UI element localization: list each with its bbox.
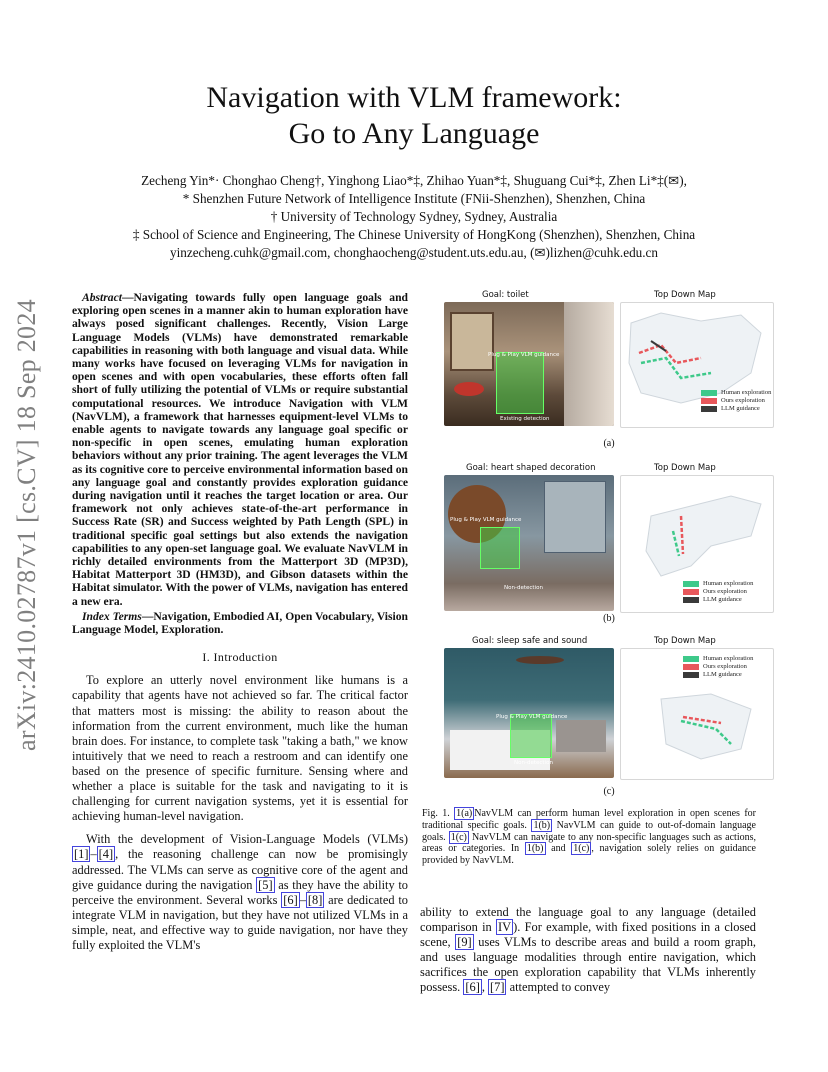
citation-link[interactable]: [5] — [258, 877, 273, 892]
citation-link[interactable]: [8] — [307, 892, 323, 907]
figure-panel-a — [444, 290, 774, 455]
emails: yinzecheng.cuhk@gmail.com, chonghaocheng@student.uts.edu.au, (✉)lizhen@cuhk.edu.cn — [169, 245, 659, 260]
affiliation-3: ‡ School of Science and Engineering, The Chinese University of HongKong (Shenzhen), Shenzhen, China — [132, 227, 696, 242]
goal-label: Goal: heart shaped decoration — [466, 463, 596, 473]
section-heading: I. Introduction — [202, 650, 278, 665]
section-link[interactable]: IV — [498, 920, 512, 935]
citation-link[interactable]: [4] — [98, 847, 114, 862]
subfigure-label: (c) — [603, 786, 615, 797]
affiliation-2: † University of Technology Sydney, Sydney, Australia — [270, 209, 558, 224]
vlm-guidance-box — [510, 714, 552, 758]
scene-photo: Plug & Play VLM guidance Non-detection — [444, 475, 614, 611]
figure-caption: Fig. 1. 1(a) NavVLM can perform human level exploration in open scenes for traditional specific goals. 1(b) NavVLM can guide to out-of-domain language goals. 1(c) NavVLM can navigate to any non-specific languages such as actions, areas or categories. In 1(b) and 1(c) , navigation solely relies on guidance provided by NavVLM. — [422, 808, 757, 867]
vlm-guidance-box — [496, 352, 544, 414]
left-column — [72, 291, 408, 953]
goal-label: Goal: sleep safe and sound — [472, 636, 588, 646]
figure-panel-b — [444, 463, 774, 628]
subfigure-label: (b) — [603, 613, 615, 624]
scene-photo: Plug & Play VLM guidance Existing detection — [444, 302, 614, 426]
top-down-map — [620, 648, 774, 780]
top-down-map — [620, 302, 774, 428]
vlm-guidance-box — [480, 527, 520, 569]
scene-photo: Plug & Play VLM guidance Non-detection — [444, 648, 614, 778]
map-title: Top Down Map — [654, 636, 716, 646]
goal-label: Goal: toilet — [482, 290, 529, 300]
figure-link[interactable]: 1(b) — [526, 843, 544, 855]
paper-title: Navigation with VLM framework: Go to Any Language — [206, 81, 622, 150]
map-title: Top Down Map — [654, 463, 716, 473]
intro-paragraph-2: With the development of Vision-Language Models (VLMs) [1] – [4] , the reasoning challenge can now be promisingly addressed. The VLMs can serve as cognitive core of the agent and give guidance during the navigation [5] as they have the ability to perceive the environment. Several works [6] – [8] are dedicated to integrate VLM in navigation, but they have not utilized VLMs in a simple, neat, and effective way to guide navigation, nor have they fully exploited the VLM's — [72, 832, 409, 952]
affiliation-1: * Shenzhen Future Network of Intelligence Institute (FNii-Shenzhen), Shenzhen, China — [182, 191, 646, 206]
map-legend: Human exploration Ours exploration LLM guidance — [683, 580, 753, 604]
top-down-map — [620, 475, 774, 613]
citation-link[interactable]: [6] — [465, 980, 480, 995]
arxiv-identifier: arXiv:2410.02787v1 [cs.CV] 18 Sep 2024 — [12, 299, 41, 751]
author-block — [60, 172, 768, 262]
citation-link[interactable]: [6] — [283, 892, 298, 907]
map-drawing — [621, 649, 773, 779]
figure-link[interactable]: 1(b) — [533, 819, 551, 831]
figure-link[interactable]: 1(c) — [573, 843, 590, 855]
figure-link[interactable]: 1(c) — [450, 831, 467, 843]
intro-paragraph-1: To explore an utterly novel environment like humans is a capability that agents have not achieved so far. The critical factor that matters most is missing: the ability to reason about the information from the current environment, much like the human brain does. For instance, to complete task "taking a bath," we know intuitively that we need to reach a restroom and can identify one based on the presence of specific furniture. Sensing where and whether a place is suitable for the task and navigating to it is challenging for current navigation systems, yet it is essential for achieving human-level navigation. — [72, 673, 408, 824]
map-legend: Human exploration Ours exploration LLM guidance — [701, 389, 771, 413]
right-column: ability to extend the language goal to any language (detailed comparison in IV ). For example, with fixed positions in a closed scene, [9] uses VLMs to describe areas and build a room graph, and uses language modalities through entire navigation, which sacrifices the open exploration capability that VLMs inherently possess. [6] , [7] attempted to convey — [420, 905, 756, 995]
subfigure-label: (a) — [603, 438, 615, 449]
map-legend: Human exploration Ours exploration LLM guidance — [683, 655, 753, 679]
citation-link[interactable]: [1] — [74, 847, 89, 862]
authors-line: Zecheng Yin*· Chonghao Cheng†, Yinghong Liao*‡, Zhihao Yuan*‡, Shuguang Cui*‡, Zhen Li*‡(✉), — [141, 173, 687, 188]
index-terms: Index Terms—Navigation, Embodied AI, Open Vocabulary, Vision Language Model, Exploration. — [72, 609, 408, 637]
abstract: Abstract—Navigating towards fully open language goals and exploring open scenes in a manner akin to human exploration have always posed significant challenges. Recently, Vision Large Language Models (VLMs) have demonstrated remarkable capabilities in reasoning with both language and visual data. While many works have focused on leveraging VLMs for navigation in open scenes and with open vocabularies, these efforts often fall short of fully utilizing the potential of VLMs or require substantial computational resources. We introduce Navigation with VLM (NavVLM), a framework that harnesses equipment-level VLMs to enable agents to navigate towards any language goal specific or non-specific in open scenes, emulating human exploration behaviors without any prior training. The agent leverages the VLM as its cognitive core to perceive environmental information based on any language goal and constantly provides exploration guidance during navigation until it reaches the target location or area. Our framework not only achieves state-of-the-art performance in Success Rate (SR) and Success weighted by Path Length (SPL) in traditional specific goal settings but also extends the navigation capabilities to any open-set language goal. We evaluate NavVLM in richly detailed environments from the Matterport 3D (MP3D), Habitat Matterport 3D (HM3D), and Gibson datasets within the Habitat simulator. With the power of VLMs, navigation has entered a new era. — [72, 291, 408, 608]
figure-link[interactable]: 1(a) — [456, 808, 473, 819]
map-title: Top Down Map — [654, 290, 716, 300]
citation-link[interactable]: [9] — [457, 935, 472, 950]
citation-link[interactable]: [7] — [490, 980, 505, 995]
figure-panel-c — [444, 636, 774, 801]
